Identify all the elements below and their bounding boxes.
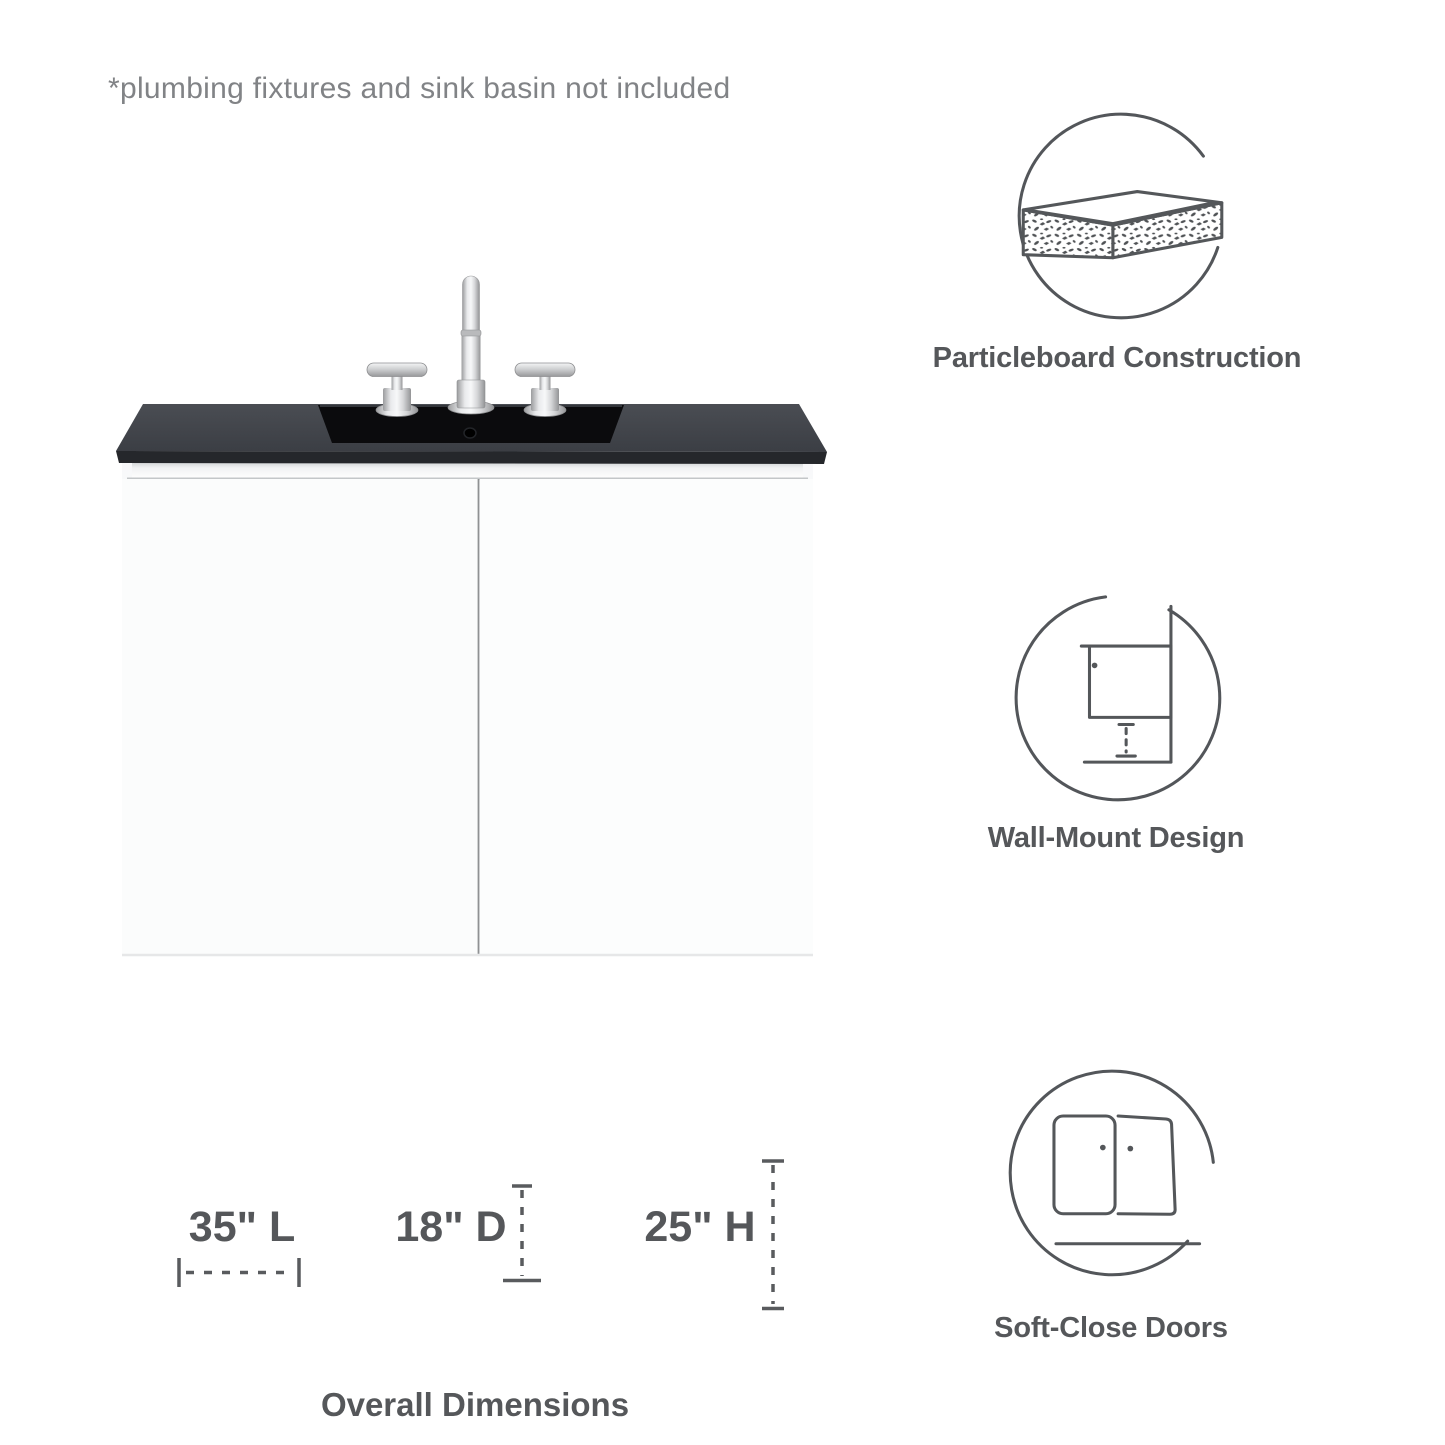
length-dimension-line [179,1258,299,1287]
feature-label-soft-close: Soft-Close Doors [994,1312,1228,1344]
particleboard-icon [1009,104,1233,328]
particleboard-slab [1023,192,1222,258]
cabinet-knob-dot [1092,663,1098,669]
length-dimension-value: 35" L [188,1203,296,1251]
feature-label-particleboard: Particleboard Construction [932,342,1302,374]
soft-close-icon [1000,1061,1224,1285]
feature-circle [1016,597,1220,800]
disclaimer-text: *plumbing fixtures and sink basin not included [108,72,731,105]
feature-label-wall-mount: Wall-Mount Design [987,822,1245,854]
door-knob-dot-right [1127,1146,1133,1152]
depth-dimension-value: 18" D [395,1203,507,1251]
dimensions-caption: Overall Dimensions [320,1386,630,1423]
wall-mount-icon [1006,586,1230,810]
height-dimension-line [762,1161,784,1309]
door-knob-dot-left [1100,1145,1106,1151]
height-dimension-value: 25" H [644,1203,756,1251]
wall-mount-sketch [1081,606,1171,762]
doors-sketch [1054,1116,1200,1244]
